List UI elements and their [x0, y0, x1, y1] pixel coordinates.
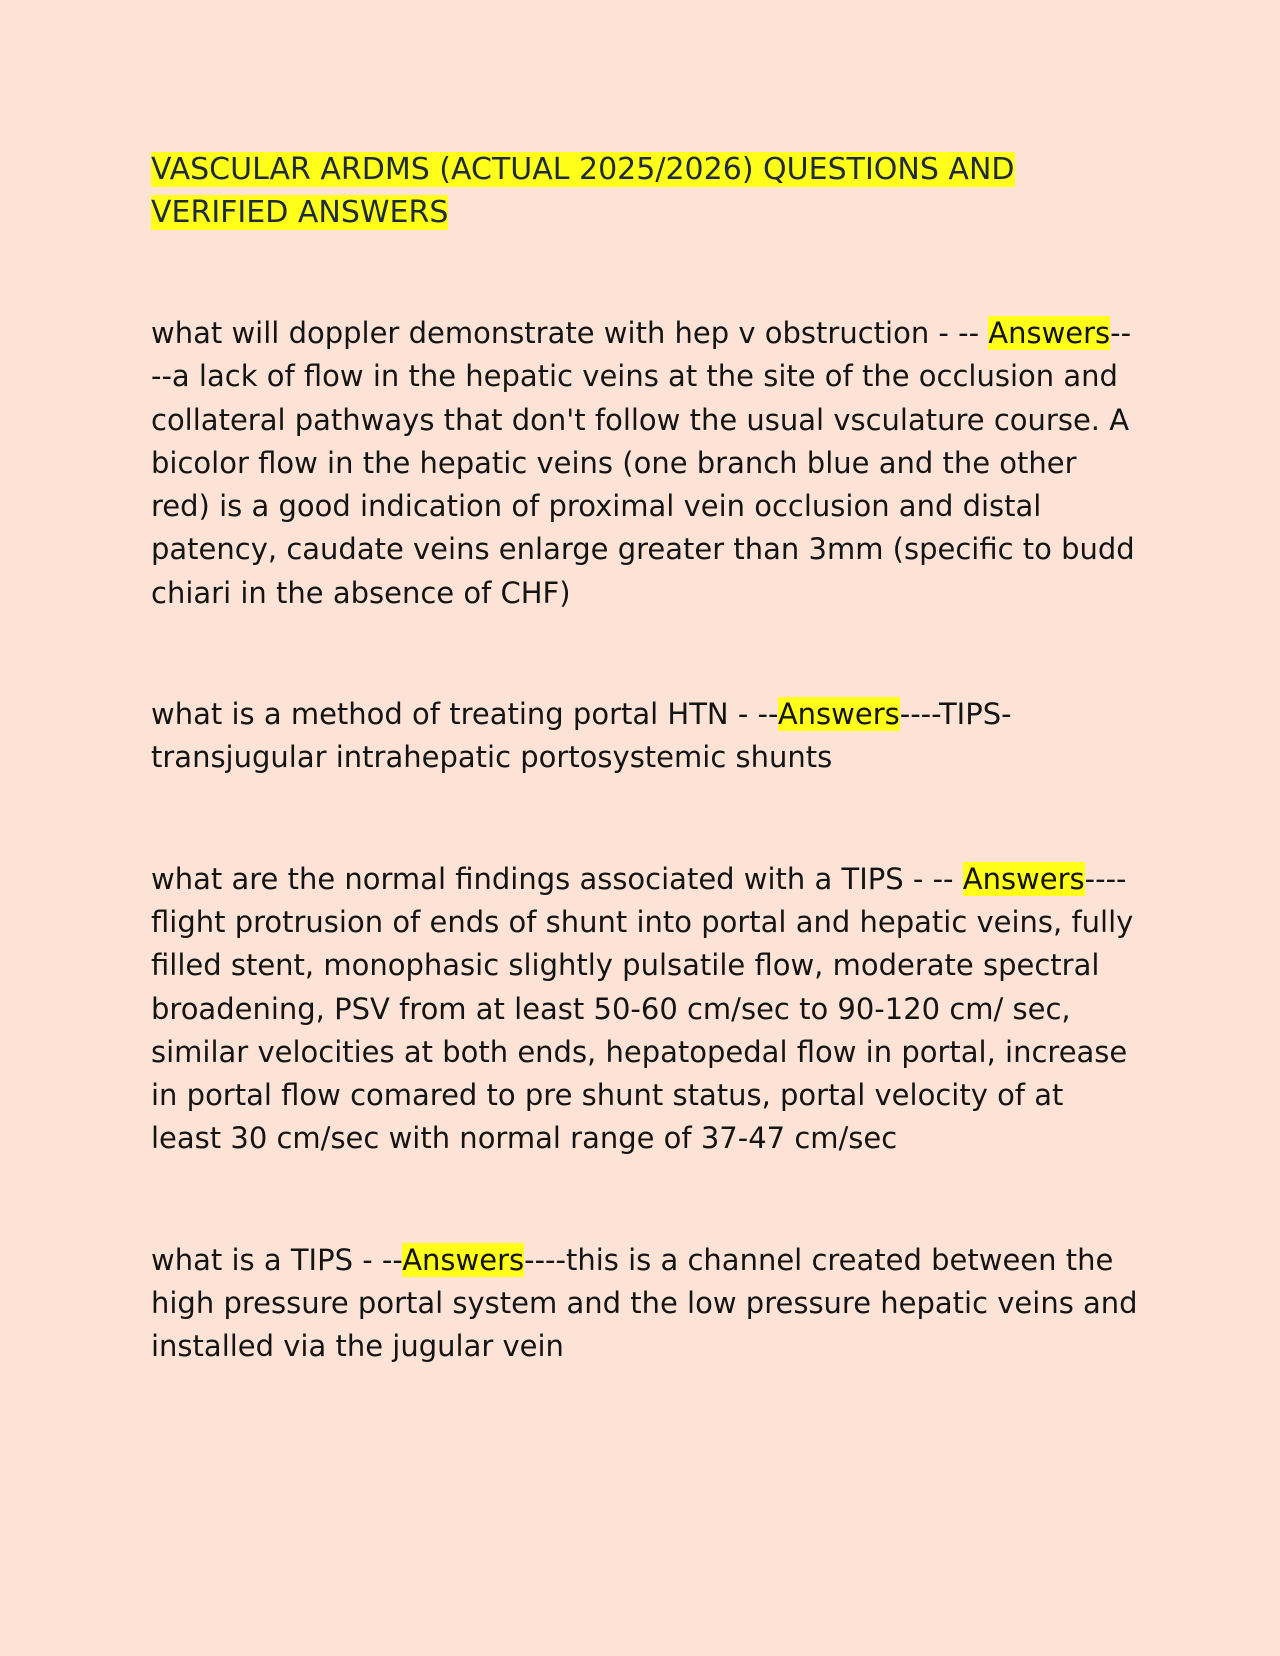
qa-text [151, 693, 1141, 780]
qa-text [151, 858, 1141, 1161]
answer-text: ----flight protrusion of ends of shunt into portal and hepatic veins, fully filled stent, monophasic slightly pulsatile flow, moderate spectral broadening, PSV from at least 50-60 cm/sec to 90-120 cm/ sec, similar velocities at both ends, hepatopedal flow in portal, increase in portal flow comared to pre shunt status, portal velocity of at least 30 cm/sec with normal range of 37-47 cm/sec [151, 861, 1134, 1156]
answers-label: Answers [402, 1242, 525, 1277]
title-highlight: VASCULAR ARDMS (ACTUAL 2025/2026) QUESTIONS AND VERIFIED ANSWERS [151, 152, 1015, 230]
qa-text [151, 1239, 1141, 1369]
qa-entry-1 [151, 312, 1141, 615]
answer-text: ----TIPS-transjugular intrahepatic portosystemic shunts [151, 697, 1012, 775]
answer-text: ----a lack of flow in the hepatic veins at the site of the occlusion and collateral pathways that don't follow the usual vsculature course. A bicolor flow in the hepatic veins (one branch blue and the other red) is a good indication of proximal vein occlusion and distal patency, caudate veins enlarge greater than 3mm (specific to budd chiari in the absence of CHF) [151, 316, 1135, 610]
answer-text: ----this is a channel created between the high pressure portal system and the low pressure hepatic veins and installed via the jugular vein [151, 1242, 1138, 1364]
qa-text [151, 312, 1141, 615]
question-text: what is a method of treating portal HTN - -- [151, 697, 778, 732]
answers-label: Answers [962, 861, 1085, 896]
question-text: what is a TIPS - -- [151, 1242, 403, 1277]
document-page [151, 148, 1141, 1447]
qa-entry-4 [151, 1239, 1141, 1369]
question-text: what are the normal findings associated with a TIPS - -- [151, 861, 954, 896]
qa-entry-3 [151, 858, 1141, 1161]
answers-label: Answers [988, 316, 1111, 350]
answers-label: Answers [777, 697, 900, 732]
qa-entry-2 [151, 693, 1141, 780]
question-text: what will doppler demonstrate with hep v obstruction - -- [151, 316, 980, 350]
document-title [151, 148, 1141, 234]
